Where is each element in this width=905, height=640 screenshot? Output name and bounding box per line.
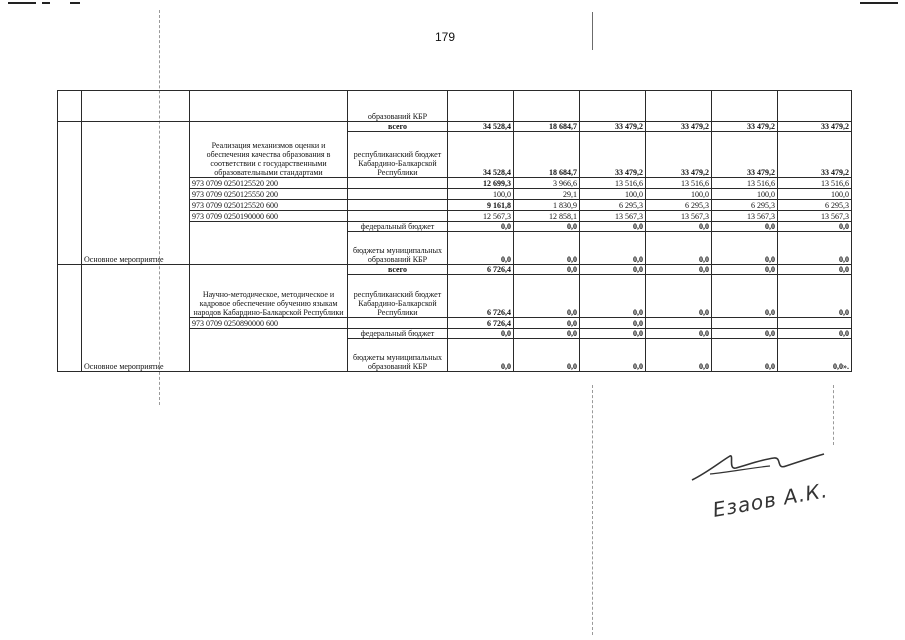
- source-cell: образований КБР: [348, 91, 448, 122]
- table-row: 973 0709 0250125520 600 9 161,8 1 830,9 6 295,3 6 295,3 6 295,3 6 295,3: [58, 200, 852, 211]
- table-row: федеральный бюджет 0,0 0,0 0,0 0,0 0,0 0,0: [58, 329, 852, 339]
- budget-code: 973 0709 0250125520 600: [190, 200, 348, 211]
- source-cell: республиканский бюджет Кабардино-Балкарской Республики: [348, 275, 448, 318]
- source-cell: республиканский бюджет Кабардино-Балкарской Республики: [348, 132, 448, 178]
- source-cell: федеральный бюджет: [348, 222, 448, 232]
- table-row: [58, 91, 852, 122]
- scan-mark: [8, 2, 36, 4]
- budget-table: [57, 90, 852, 372]
- table-row: Основное мероприятие Научно-методическое, методическое и кадровое обеспечение обучению языкам народов Кабардино-Балкарской Республики всего 6 726,4 0,0 0,0 0,0 0,0 0,0: [58, 265, 852, 275]
- table-row: республиканский бюджет Кабардино-Балкарской Республики 34 528,4 18 684,7 33 479,2 33 479,2 33 479,2 33 479,2: [58, 132, 852, 178]
- fold-line: [592, 385, 593, 635]
- event-description: Научно-методическое, методическое и кадровое обеспечение обучению языкам народов Кабардино-Балкарской Республики: [190, 265, 348, 318]
- signature-text: Езаов А.К.: [710, 478, 830, 522]
- table-row: федеральный бюджет 0,0 0,0 0,0 0,0 0,0 0,0: [58, 222, 852, 232]
- budget-code: 973 0709 0250890000 600: [190, 318, 348, 329]
- scan-mark: [42, 2, 50, 4]
- table-row: бюджеты муниципальных образований КБР 0,0 0,0 0,0 0,0 0,0 0,0».: [58, 339, 852, 372]
- event-type: Основное мероприятие: [82, 265, 190, 372]
- table-row: 973 0709 0250125550 200 100,0 29,1 100,0 100,0 100,0 100,0: [58, 189, 852, 200]
- budget-code: 973 0709 0250125550 200: [190, 189, 348, 200]
- table-row: Основное мероприятие Реализация механизмов оценки и обеспечения качества образования в соответствии с государственными образовательными стандартами всего 34 528,4 18 684,7 33 479,2 33 479,2 33 479,2 33 479,2: [58, 122, 852, 132]
- fold-line: [833, 385, 834, 445]
- source-cell: бюджеты муниципальных образований КБР: [348, 232, 448, 265]
- source-cell: всего: [348, 122, 448, 132]
- scan-mark: [860, 2, 898, 4]
- table-row: 973 0709 0250890000 600 6 726,4 0,0 0,0: [58, 318, 852, 329]
- table-row: 973 0709 0250190000 600 12 567,3 12 858,1 13 567,3 13 567,3 13 567,3 13 567,3: [58, 211, 852, 222]
- table-row: бюджеты муниципальных образований КБР 0,0 0,0 0,0 0,0 0,0 0,0: [58, 232, 852, 265]
- source-cell: всего: [348, 265, 448, 275]
- table-row: республиканский бюджет Кабардино-Балкарской Республики 6 726,4 0,0 0,0 0,0 0,0 0,0: [58, 275, 852, 318]
- fold-line: [592, 12, 593, 50]
- source-cell: федеральный бюджет: [348, 329, 448, 339]
- budget-code: 973 0709 0250190000 600: [190, 211, 348, 222]
- table-row: 973 0709 0250125520 200 12 699,3 3 966,6 13 516,6 13 516,6 13 516,6 13 516,6: [58, 178, 852, 189]
- event-type: Основное мероприятие: [82, 122, 190, 265]
- budget-code: 973 0709 0250125520 200: [190, 178, 348, 189]
- event-description: Реализация механизмов оценки и обеспечения качества образования в соответствии с государственными образовательными стандартами: [190, 122, 348, 178]
- page-number: 179: [435, 30, 456, 44]
- source-cell: бюджеты муниципальных образований КБР: [348, 339, 448, 372]
- scan-mark: [70, 2, 80, 4]
